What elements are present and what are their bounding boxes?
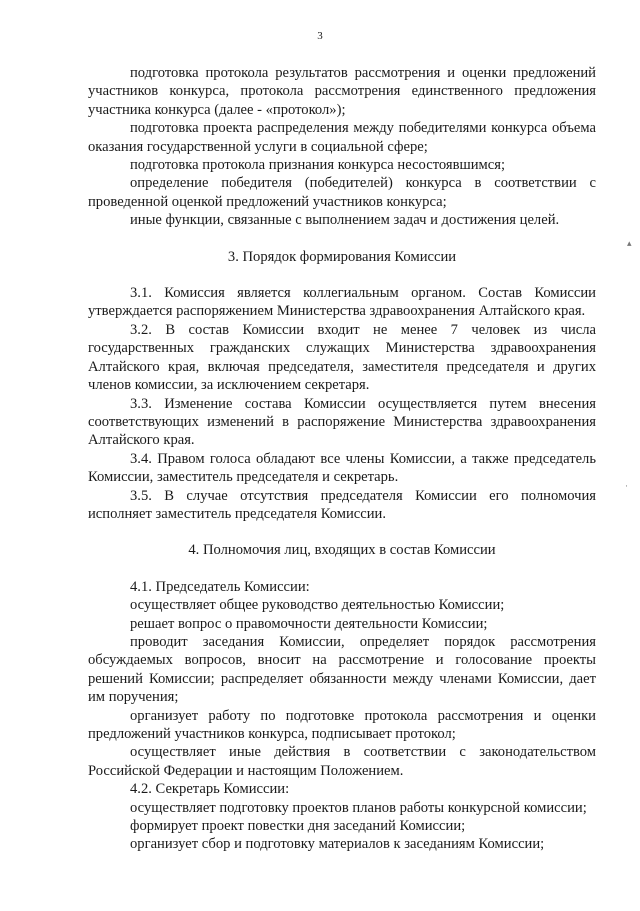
section-4-paragraph-6: осуществляет иные действия в соответствии с законодательством Российской Федерации и настоящим Положением.: [88, 744, 596, 779]
intro-paragraph-5: иные функции, связанные с выполнением задач и достижения целей.: [130, 212, 560, 229]
section-4-heading: 4. Полномочия лиц, входящих в состав Комиссии: [188, 542, 496, 559]
section-3-paragraph-1: 3.1. Комиссия является коллегиальным органом. Состав Комиссии утверждается распоряжением Министерства здравоохранения Алтайского края.: [88, 285, 596, 320]
section-4-paragraph-2: осуществляет общее руководство деятельностью Комиссии;: [130, 597, 505, 614]
section-4-paragraph-4: проводит заседания Комиссии, определяет порядок рассмотрения обсуждаемых вопросов, вносит на рассмотрение и голосование проекты решений Комиссии; распределяет обязанности между членами Комиссии, дает им поручения;: [88, 633, 596, 706]
document-body: [88, 64, 596, 854]
section-3-paragraph-5: 3.5. В случае отсутствия председателя Комиссии его полномочия исполняет заместитель председателя Комиссии.: [88, 487, 596, 522]
scan-speck-2: ·: [625, 481, 628, 491]
intro-paragraph-4: определение победителя (победителей) конкурса в соответствии с проведенной оценкой предложений участников конкурса;: [88, 175, 596, 210]
section-3-heading: 3. Порядок формирования Комиссии: [227, 248, 457, 265]
section-3-paragraph-4: 3.4. Правом голоса обладают все члены Комиссии, а также председатель Комиссии, заместитель председателя и секретарь.: [88, 450, 596, 486]
section-4-paragraph-10: организует сбор и подготовку материалов к заседаниям Комиссии;: [130, 836, 545, 853]
section-4-paragraph-5: организует работу по подготовке протокола рассмотрения и оценки предложений участников конкурса, подписывает протокол;: [88, 707, 596, 742]
section-4-paragraph-1: 4.1. Председатель Комиссии:: [130, 578, 310, 595]
section-4-paragraph-8: осуществляет подготовку проектов планов работы конкурсной комиссии;: [130, 799, 587, 816]
section-4-paragraph-3: решает вопрос о правомочности деятельности Комиссии;: [130, 615, 488, 632]
page-number: 3: [317, 30, 323, 42]
scan-speck-1: ▴: [627, 238, 632, 248]
section-4-paragraph-7: 4.2. Секретарь Комиссии:: [130, 781, 290, 798]
section-3-paragraph-2: 3.2. В состав Комиссии входит не менее 7 человек из числа государственных гражданских служащих Министерства здравоохранения Алтайского края, включая председателя, заместителя председателя и других членов комиссии, за исключением секретаря.: [88, 321, 596, 394]
intro-paragraph-3: подготовка протокола признания конкурса несостоявшимся;: [130, 157, 506, 174]
section-3-paragraph-3: 3.3. Изменение состава Комиссии осуществляется путем внесения соответствующих изменений в распоряжение Министерства здравоохранения Алтайского края.: [88, 395, 596, 449]
intro-paragraph-1: подготовка протокола результатов рассмотрения и оценки предложений участников конкурса, протокола рассмотрения единственного предложения участника конкурса (далее - «протокол»);: [88, 65, 596, 118]
section-4-paragraph-9: формирует проект повестки дня заседаний Комиссии;: [130, 818, 466, 835]
intro-paragraph-2: подготовка проекта распределения между победителями конкурса объема оказания государственной услуги в социальной сфере;: [88, 120, 596, 155]
